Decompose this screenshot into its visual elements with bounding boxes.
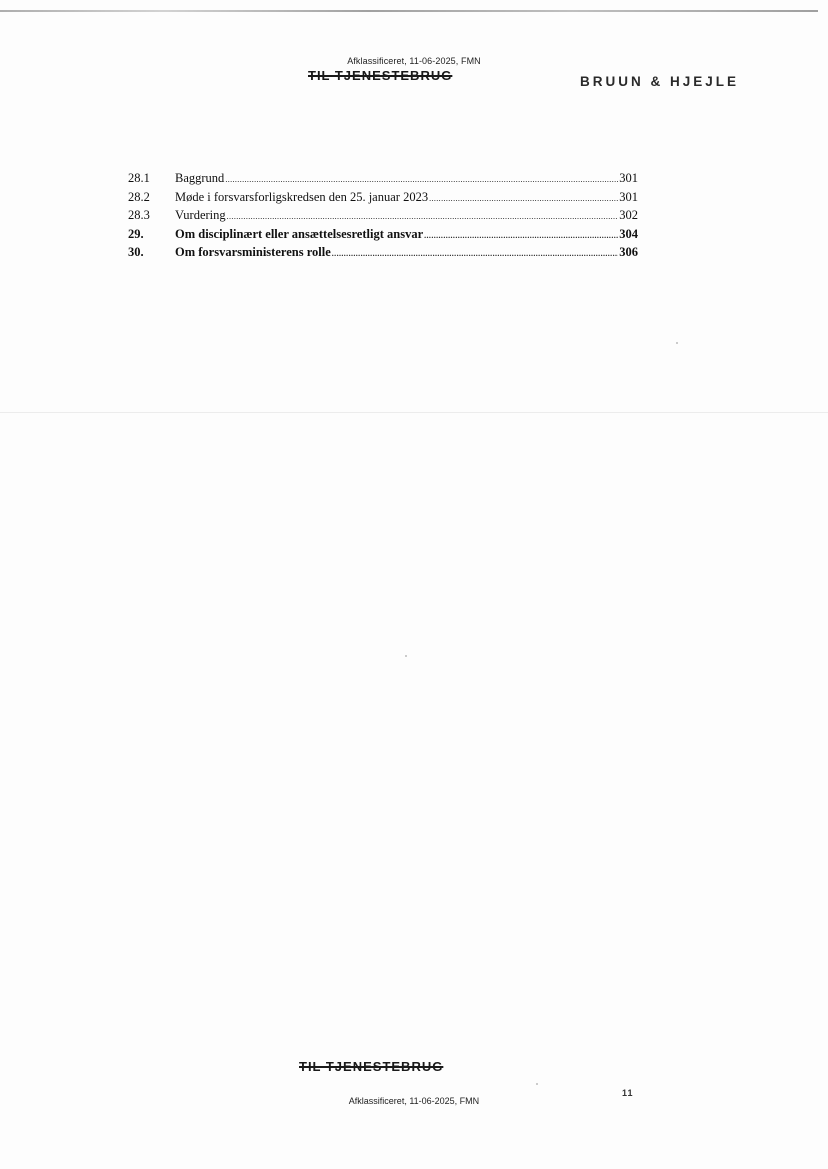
toc-title: Om forsvarsministerens rolle <box>175 245 331 259</box>
toc-entry <box>128 190 638 209</box>
toc-entry <box>128 171 638 190</box>
toc-title: Møde i forsvarsforligskredsen den 25. januar 2023 <box>175 189 429 204</box>
toc-page-number: 301 <box>619 171 638 185</box>
toc-page-number: 302 <box>619 208 638 222</box>
toc-entry <box>128 245 638 264</box>
toc-number: 28.1 <box>128 171 150 185</box>
toc-number: 28.2 <box>128 189 150 204</box>
toc-leader-dots <box>424 231 618 240</box>
declassified-stamp-bottom: Afklassificeret, 11-06-2025, FMN <box>348 1096 480 1106</box>
toc-leader-dots <box>227 212 619 221</box>
toc-leader-dots <box>429 194 618 203</box>
page-number: 11 <box>622 1088 634 1098</box>
classification-marking-top: TIL TJENESTEBRUG <box>308 68 453 83</box>
scan-speck <box>405 655 407 657</box>
table-of-contents <box>128 171 638 264</box>
toc-leader-dots <box>332 249 618 258</box>
scan-speck <box>676 342 678 344</box>
toc-number: 28.3 <box>128 208 150 222</box>
toc-leader-dots <box>225 175 618 184</box>
toc-number: 30. <box>128 245 144 259</box>
toc-page-number: 306 <box>619 245 638 259</box>
scan-speck <box>536 1083 538 1085</box>
scan-fold-line <box>0 412 828 413</box>
classification-marking-bottom: TIL TJENESTEBRUG <box>299 1059 444 1074</box>
toc-page-number: 304 <box>619 226 638 241</box>
toc-title: Vurdering <box>175 208 226 222</box>
brand-logo: BRUUN & HJEJLE <box>580 74 740 89</box>
toc-title: Om disciplinært eller ansættelsesretligt ansvar <box>175 226 424 241</box>
toc-entry <box>128 208 638 227</box>
toc-entry <box>128 227 638 246</box>
scan-edge-line <box>0 10 818 12</box>
declassified-stamp-top: Afklassificeret, 11-06-2025, FMN <box>347 56 481 66</box>
toc-page-number: 301 <box>619 189 638 204</box>
toc-number: 29. <box>128 226 144 241</box>
toc-title: Baggrund <box>175 171 225 185</box>
